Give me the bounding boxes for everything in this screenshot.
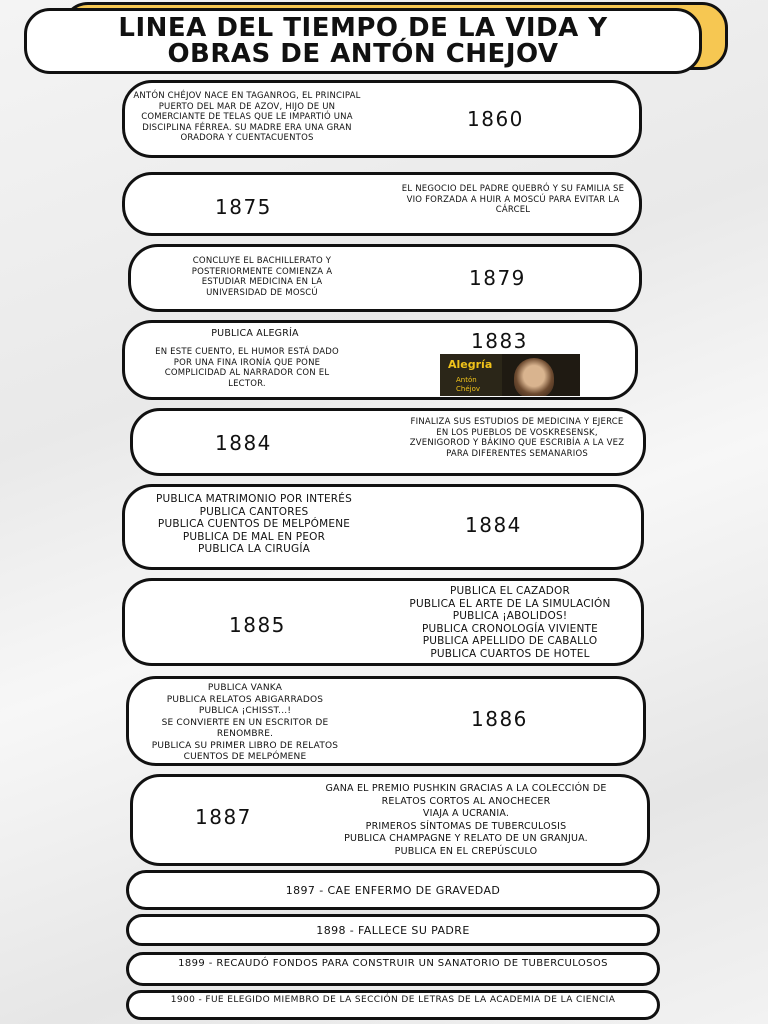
event-year: 1884 <box>465 513 522 537</box>
list-item: PUBLICA EL ARTE DE LA SIMULACIÓN <box>409 597 611 610</box>
list-item: PUBLICA CANTORES <box>199 505 309 518</box>
page-title: LINEA DEL TIEMPO DE LA VIDA Y OBRAS DE ANTÓN CHEJOV <box>118 13 608 69</box>
event-text: 1900 - FUE ELEGIDO MIEMBRO DE LA SECCIÓN DE LETRAS DE LA ACADEMIA DE LA CIENCIA <box>170 995 616 1005</box>
book-cover-image <box>440 354 580 396</box>
event-text: CONCLUYE EL BACHILLERATO Y POSTERIORMENTE COMIENZA A ESTUDIAR MEDICINA EN LA UNIVERSIDAD DE MOSCÚ <box>191 256 333 298</box>
list-item: PUBLICA ¡ABOLIDOS! <box>452 610 568 622</box>
list-item: PUBLICA SU PRIMER LIBRO DE RELATOS CUENTOS DE MELPÓMENE <box>151 740 339 762</box>
book-author-last: Chéjov <box>456 385 481 393</box>
event-card-1879 <box>128 244 642 312</box>
book-title: Alegría <box>448 358 493 371</box>
event-card-1860 <box>122 80 642 158</box>
event-text: ANTÓN CHÉJOV NACE EN TAGANROG, EL PRINCIPAL PUERTO DEL MAR DE AZOV, HIJO DE UN COMERCIANTE DE TELAS QUE LE IMPARTIÓ UNA DISCIPLINA FÉRREA. SU MADRE ERA UNA GRAN ORADORA Y CUENTACUENTOS <box>133 91 361 143</box>
list-item: PUBLICA EN EL CREPÚSCULO <box>394 845 538 857</box>
list-item: PRIMEROS SÍNTOMAS DE TUBERCULOSIS <box>365 820 567 832</box>
list-item: PUBLICA RELATOS ABIGARRADOS <box>166 694 324 705</box>
event-list <box>131 493 377 556</box>
event-card-1885 <box>122 578 644 666</box>
event-card-1875 <box>122 172 642 236</box>
list-item: PUBLICA CUARTOS DE HOTEL <box>430 647 590 660</box>
event-year: 1886 <box>471 707 528 731</box>
event-heading: PUBLICA ALEGRÍA <box>211 328 299 339</box>
list-item: PUBLICA ¡CHISST...! <box>198 706 292 716</box>
list-item: PUBLICA LA CIRUGÍA <box>197 543 311 555</box>
event-card-1898 <box>126 914 660 946</box>
book-author-first: Antón <box>456 376 477 384</box>
event-year: 1860 <box>467 107 524 131</box>
list-item: VIAJA A UCRANIA. <box>422 808 510 819</box>
event-year: 1879 <box>469 266 526 290</box>
event-text: 1898 - FALLECE SU PADRE <box>316 924 470 937</box>
event-card-1886 <box>126 676 646 766</box>
list-item: PUBLICA VANKA <box>207 683 283 693</box>
event-card-1900 <box>126 990 660 1020</box>
event-year: 1887 <box>195 805 252 829</box>
event-text: EN ESTE CUENTO, EL HUMOR ESTÁ DADO POR UNA FINA IRONÍA QUE PONE COMPLICIDAD AL NARRADOR CON EL LECTOR. <box>155 347 339 389</box>
event-year: 1875 <box>215 195 272 219</box>
event-text: FINALIZA SUS ESTUDIOS DE MEDICINA Y EJERCE EN LOS PUEBLOS DE VOSKRESENSK, ZVENIGOROD Y BÁKINO QUE ESCRIBÍA A LA VEZ PARA DIFERENTES SEMANARIOS <box>409 417 625 459</box>
list-item: PUBLICA CUENTOS DE MELPÓMENE <box>157 518 351 530</box>
list-item: PUBLICA CRONOLOGÍA VIVIENTE <box>421 622 599 635</box>
event-year: 1884 <box>215 431 272 455</box>
event-text: 1899 - RECAUDÓ FONDOS PARA CONSTRUIR UN SANATORIO DE TUBERCULOSOS <box>178 958 608 969</box>
list-item: PUBLICA EL CAZADOR <box>450 585 570 597</box>
list-item: PUBLICA DE MAL EN PEOR <box>182 530 326 543</box>
event-card-1899 <box>126 952 660 986</box>
author-portrait <box>514 358 554 396</box>
list-item: PUBLICA APELLIDO DE CABALLO <box>422 635 598 647</box>
list-item: PUBLICA MATRIMONIO POR INTERÉS <box>156 493 352 505</box>
list-item: SE CONVIERTE EN UN ESCRITOR DE RENOMBRE. <box>161 717 329 739</box>
event-list <box>307 783 625 858</box>
event-text: 1897 - CAE ENFERMO DE GRAVEDAD <box>285 884 501 897</box>
list-item: PUBLICA CHAMPAGNE Y RELATO DE UN GRANJUA. <box>344 833 588 844</box>
title-banner <box>24 8 702 74</box>
event-card-1897 <box>126 870 660 910</box>
event-text: EL NEGOCIO DEL PADRE QUEBRÓ Y SU FAMILIA SE VIO FORZADA A HUIR A MOSCÚ PARA EVITAR LA CÁRCEL <box>401 184 625 215</box>
event-card-1887 <box>130 774 650 866</box>
event-list <box>139 683 351 764</box>
event-year: 1883 <box>471 329 528 353</box>
event-card-1884-publicaciones <box>122 484 644 570</box>
list-item: GANA EL PREMIO PUSHKIN GRACIAS A LA COLECCIÓN DE RELATOS CORTOS AL ANOCHECER <box>325 783 607 807</box>
event-card-1884-medicina <box>130 408 646 476</box>
event-year: 1885 <box>229 613 286 637</box>
event-list <box>391 585 629 660</box>
